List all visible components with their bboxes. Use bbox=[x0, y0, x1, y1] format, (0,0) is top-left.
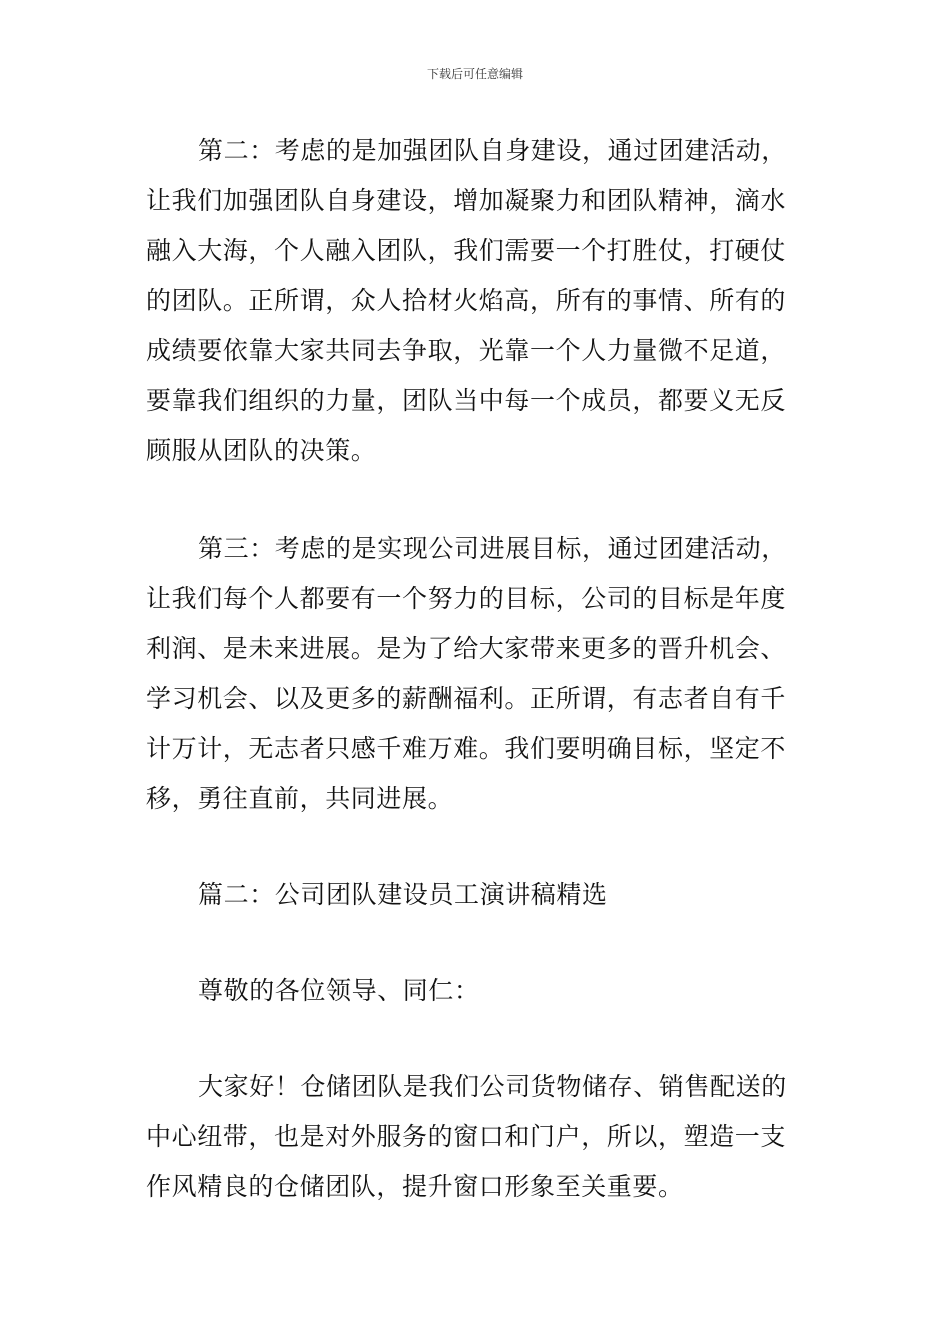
salutation-text: 尊敬的各位领导、同仁： bbox=[198, 976, 480, 1005]
section-title: 篇二：公司团队建设员工演讲稿精选 bbox=[198, 880, 608, 909]
text-line: 作风精良的仓储团队，提升窗口形象至关重要。 bbox=[146, 1172, 684, 1201]
text-line: 学习机会、以及更多的薪酬福利。正所谓，有志者自有千 bbox=[146, 684, 787, 713]
text-line: 大家好！仓储团队是我们公司货物储存、销售配送的 bbox=[198, 1072, 787, 1101]
paragraph-greeting bbox=[146, 1062, 808, 1212]
text-line: 中心纽带，也是对外服务的窗口和门户，所以，塑造一支 bbox=[146, 1122, 787, 1151]
section-heading bbox=[146, 870, 808, 920]
paragraph-spacer bbox=[146, 824, 808, 870]
text-line: 利润、是未来进展。是为了给大家带来更多的晋升机会、 bbox=[146, 634, 787, 663]
text-line: 计万计，无志者只感千难万难。我们要明确目标，坚定不 bbox=[146, 734, 787, 763]
paragraph-spacer bbox=[146, 920, 808, 966]
text-line: 让我们加强团队自身建设，增加凝聚力和团队精神，滴水 bbox=[146, 186, 787, 215]
text-line: 顾服从团队的决策。 bbox=[146, 436, 377, 465]
salutation bbox=[146, 966, 808, 1016]
document-body bbox=[146, 126, 808, 1212]
text-line: 第二：考虑的是加强团队自身建设，通过团建活动， bbox=[198, 136, 787, 165]
paragraph-team-building bbox=[146, 126, 808, 476]
text-line: 的团队。正所谓，众人拾材火焰高，所有的事情、所有的 bbox=[146, 286, 787, 315]
text-line: 成绩要依靠大家共同去争取，光靠一个人力量微不足道， bbox=[146, 336, 787, 365]
paragraph-company-goals bbox=[146, 524, 808, 824]
paragraph-spacer bbox=[146, 476, 808, 524]
text-line: 融入大海，个人融入团队，我们需要一个打胜仗，打硬仗 bbox=[146, 236, 787, 265]
text-line: 移，勇往直前，共同进展。 bbox=[146, 784, 454, 813]
text-line: 要靠我们组织的力量，团队当中每一个成员，都要义无反 bbox=[146, 386, 787, 415]
paragraph-spacer bbox=[146, 1016, 808, 1062]
text-line: 第三：考虑的是实现公司进展目标，通过团建活动， bbox=[198, 534, 787, 563]
text-line: 让我们每个人都要有一个努力的目标，公司的目标是年度 bbox=[146, 584, 787, 613]
header-note: 下载后可任意编辑 bbox=[426, 67, 523, 81]
